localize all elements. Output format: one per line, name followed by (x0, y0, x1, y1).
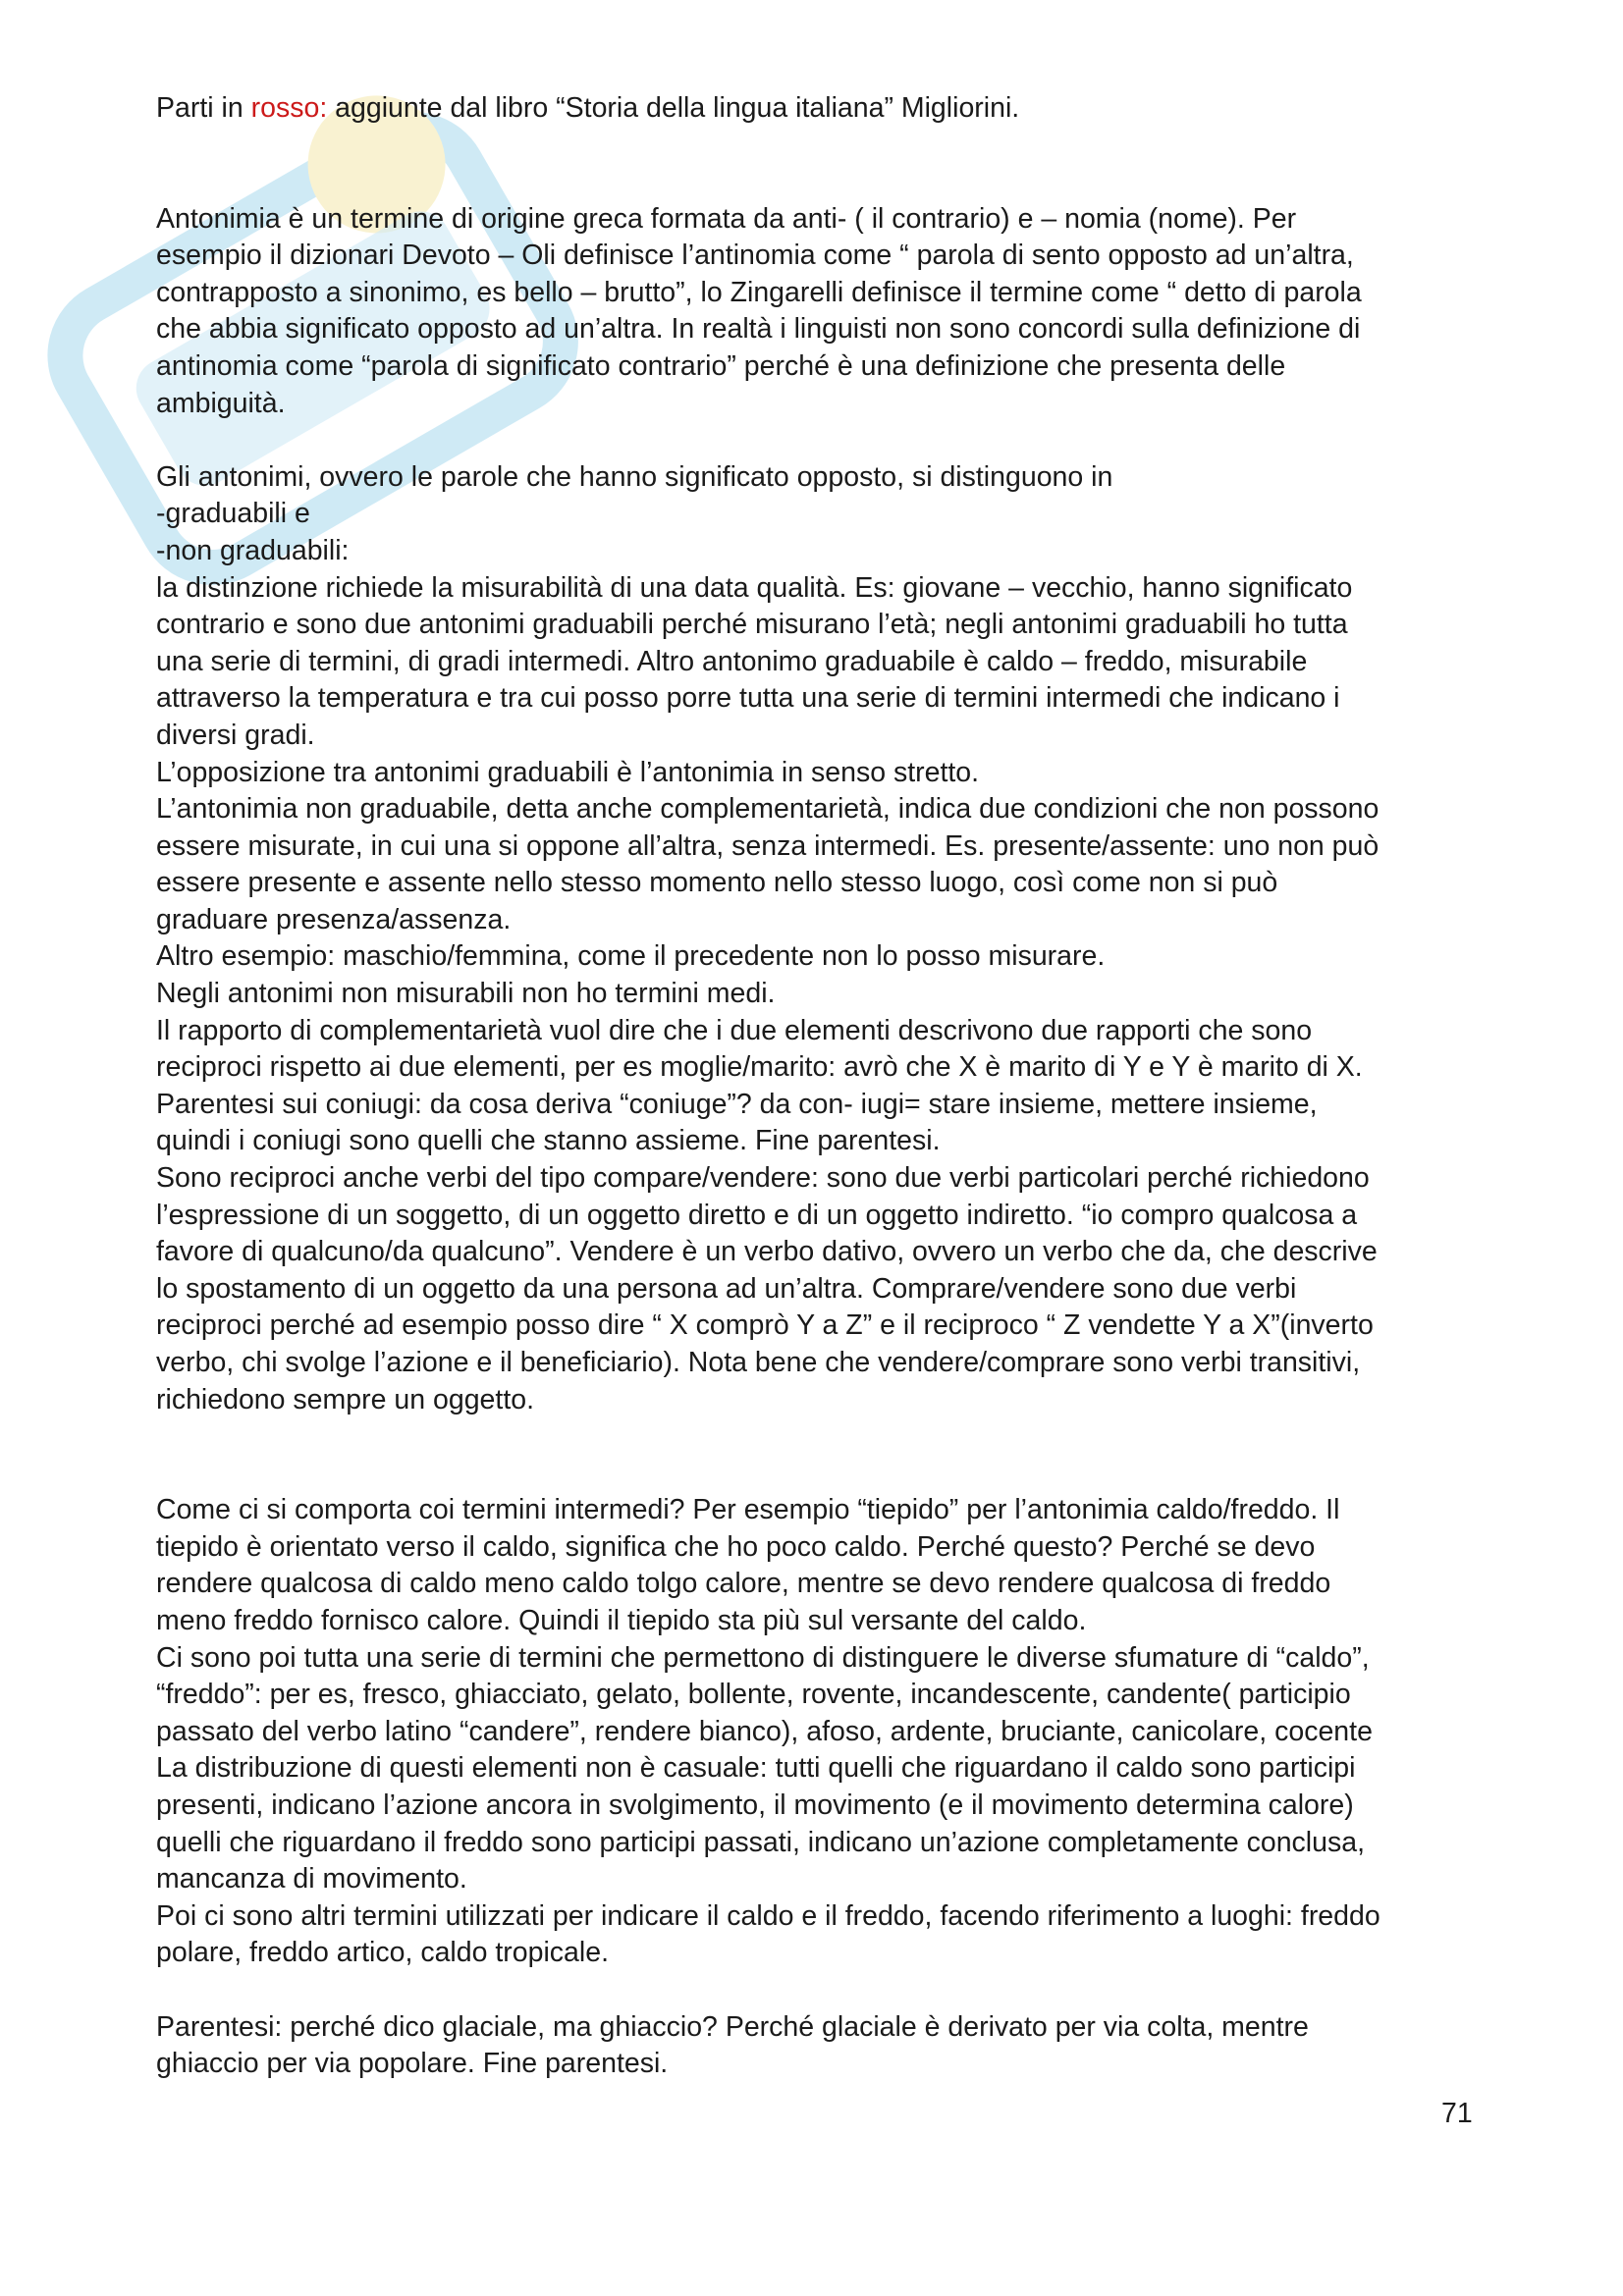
text-line: contrapposto a sinonimo, es bello – brutto”, lo Zingarelli definisce il termine come “ detto di parola (156, 276, 1362, 308)
text-line: diversi gradi. (156, 719, 315, 751)
text-line: L’antonimia non graduabile, detta anche complementarietà, indica due condizioni che non possono (156, 793, 1380, 826)
text-line: presenti, indicano l’azione ancora in svolgimento, il movimento (e il movimento determina calore) (156, 1789, 1354, 1821)
text-line: essere misurate, in cui una si oppone all’altra, senza intermedi. Es. presente/assente: uno non può (156, 829, 1380, 862)
text-line: favore di qualcuno/da qualcuno”. Vendere è un verbo dativo, ovvero un verbo che da, che descrive (156, 1236, 1378, 1268)
text-line: Parentesi sui coniugi: da cosa deriva “coniuge”? da con- iugi= stare insieme, mettere insieme, (156, 1088, 1318, 1120)
intro-line: Parti in rosso: aggiunte dal libro “Storia della lingua italiana” Migliorini. (156, 92, 1020, 124)
text-line: reciproci rispetto ai due elementi, per es moglie/marito: avrò che X è marito di Y e Y è marito di X. (156, 1051, 1363, 1084)
text-line: Il rapporto di complementarietà vuol dire che i due elementi descrivono due rapporti che sono (156, 1014, 1313, 1046)
text-line: attraverso la temperatura e tra cui posso porre tutta una serie di termini intermedi che indicano i (156, 682, 1340, 715)
text-line: la distinzione richiede la misurabilità di una data qualità. Es: giovane – vecchio, hanno significato (156, 571, 1353, 604)
text-line: Parentesi: perché dico glaciale, ma ghiaccio? Perché glaciale è derivato per via colta, mentre (156, 2010, 1309, 2043)
text-line: Ci sono poi tutta una serie di termini che permettono di distinguere le diverse sfumature di “caldo”, (156, 1641, 1370, 1674)
text-line: rendere qualcosa di caldo meno caldo tolgo calore, mentre se devo rendere qualcosa di freddo (156, 1568, 1331, 1600)
text-line: L’opposizione tra antonimi graduabili è l’antonimia in senso stretto. (156, 756, 980, 788)
text-line: che abbia significato opposto ad un’altra. In realtà i linguisti non sono concordi sulla definizione di (156, 313, 1361, 346)
text-line: meno freddo fornisco calore. Quindi il tiepido sta più sul versante del caldo. (156, 1604, 1087, 1636)
page-number: 71 (1441, 2098, 1473, 2129)
text-line: passato del verbo latino “candere”, rendere bianco), afoso, ardente, bruciante, canicolare, cocente (156, 1715, 1373, 1747)
text-line: Antonimia è un termine di origine greca formata da anti- ( il contrario) e – nomia (nome). Per (156, 202, 1297, 235)
text-line: “freddo”: per es, fresco, ghiacciato, gelato, bollente, rovente, incandescente, candente( participio (156, 1679, 1351, 1711)
paragraph-termini-intermedi (156, 1492, 1491, 1972)
text-line: Sono reciproci anche verbi del tipo compare/vendere: sono due verbi particolari perché richiedono (156, 1162, 1370, 1195)
text-line: quindi i coniugi sono quelli che stanno assieme. Fine parentesi. (156, 1125, 941, 1157)
text-line: -graduabili e (156, 498, 310, 530)
text-line: una serie di termini, di gradi intermedi. Altro antonimo graduabile è caldo – freddo, misurabile (156, 645, 1308, 677)
highlight-rosso: rosso: (250, 92, 328, 124)
paragraph-parentesi-glaciale (156, 2009, 1491, 2083)
text-line: -non graduabili: (156, 534, 350, 566)
text-line: quelli che riguardano il freddo sono participi passati, indicano un’azione completamente conclusa, (156, 1826, 1365, 1858)
text-line: graduare presenza/assenza. (156, 903, 512, 935)
text-line: lo spostamento di un oggetto da una persona ad un’altra. Comprare/vendere sono due verbi (156, 1272, 1297, 1305)
document-page (156, 90, 1491, 2083)
text-line: esempio il dizionari Devoto – Oli definisce l’antinomia come “ parola di sento opposto ad un’altra, (156, 240, 1354, 272)
text-line: Come ci si comporta coi termini intermedi? Per esempio “tiepido” per l’antonimia caldo/freddo. Il (156, 1494, 1340, 1526)
text-line: tiepido è orientato verso il caldo, significa che ho poco caldo. Perché questo? Perché se devo (156, 1530, 1316, 1563)
text-line: mancanza di movimento. (156, 1863, 467, 1896)
paragraph-antonimia-definition (156, 201, 1491, 423)
text-line: l’espressione di un soggetto, di un oggetto diretto e di un oggetto indiretto. “io compro qualcosa a (156, 1199, 1358, 1231)
text-line: contrario e sono due antonimi graduabili perché misurano l’età; negli antonimi graduabili ho tutta (156, 609, 1348, 641)
text-line: reciproci perché ad esempio posso dire “ X comprò Y a Z” e il reciproco “ Z vendette Y a X”(inverto (156, 1309, 1374, 1342)
text-line: Altro esempio: maschio/femmina, come il precedente non lo posso misurare. (156, 940, 1106, 973)
text-line: Poi ci sono altri termini utilizzati per indicare il caldo e il freddo, facendo riferimento a luoghi: freddo (156, 1899, 1380, 1932)
text-line: Negli antonimi non misurabili non ho termini medi. (156, 978, 776, 1010)
text-line: antinomia come “parola di significato contrario” perché è una definizione che presenta delle (156, 349, 1286, 382)
text-line: ambiguità. (156, 387, 286, 419)
paragraph-graduabili (156, 459, 1491, 1418)
text-line: ghiaccio per via popolare. Fine parentesi. (156, 2048, 669, 2080)
text-line: essere presente e assente nello stesso momento nello stesso luogo, così come non si può (156, 867, 1278, 899)
text-line: polare, freddo artico, caldo tropicale. (156, 1937, 610, 1969)
text-line: verbo, chi svolge l’azione e il beneficiario). Nota bene che vendere/comprare sono verbi transitivi, (156, 1347, 1361, 1378)
text-line: Gli antonimi, ovvero le parole che hanno significato opposto, si distinguono in (156, 460, 1113, 493)
text-line: richiedono sempre un oggetto. (156, 1383, 535, 1415)
text-line: La distribuzione di questi elementi non è casuale: tutti quelli che riguardano il caldo sono participi (156, 1752, 1356, 1785)
